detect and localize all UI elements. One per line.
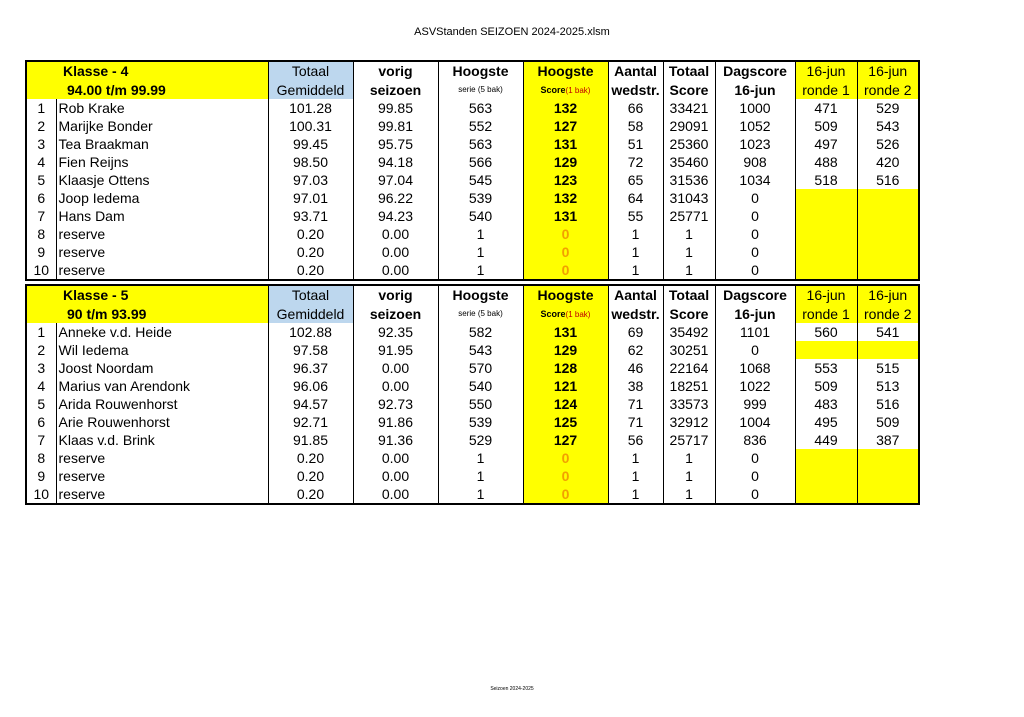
table-row (26, 135, 919, 153)
header-dag-date: 16-jun (715, 80, 795, 99)
vorig-seizoen: 0.00 (353, 467, 438, 485)
dagscore: 1000 (715, 99, 795, 117)
ronde2-score (857, 341, 919, 359)
dagscore: 1022 (715, 377, 795, 395)
hoogste-serie: 570 (438, 359, 523, 377)
totaal-score: 31043 (663, 189, 715, 207)
header-seizoen: seizoen (353, 304, 438, 323)
header-totaal-score: Totaal (663, 61, 715, 80)
vorig-seizoen: 96.22 (353, 189, 438, 207)
table-row (26, 117, 919, 135)
header-score-label: Score (540, 309, 566, 319)
vorig-seizoen: 94.23 (353, 207, 438, 225)
aantal-wedstr: 62 (608, 341, 663, 359)
hoogste-serie: 563 (438, 99, 523, 117)
aantal-wedstr: 38 (608, 377, 663, 395)
header-hoogste-serie: Hoogste (438, 61, 523, 80)
row-rank: 6 (26, 189, 56, 207)
totaal-score: 33573 (663, 395, 715, 413)
row-rank: 10 (26, 261, 56, 280)
header-score: Score (663, 80, 715, 99)
header-score: Score (663, 304, 715, 323)
dagscore: 1034 (715, 171, 795, 189)
player-name: reserve (56, 225, 268, 243)
aantal-wedstr: 71 (608, 413, 663, 431)
table-row (26, 99, 919, 117)
header-totaal: Totaal (268, 285, 353, 304)
klasse-range: 94.00 t/m 99.99 (26, 80, 268, 99)
dagscore: 1052 (715, 117, 795, 135)
row-rank: 7 (26, 207, 56, 225)
header-dag-date: 16-jun (715, 304, 795, 323)
hoogste-serie: 550 (438, 395, 523, 413)
row-rank: 6 (26, 413, 56, 431)
dagscore: 908 (715, 153, 795, 171)
ronde1-score: 488 (795, 153, 857, 171)
totaal-score: 1 (663, 261, 715, 280)
ronde1-score: 509 (795, 117, 857, 135)
dagscore: 0 (715, 243, 795, 261)
header-score-1-bak (523, 80, 608, 99)
totaal-score: 31536 (663, 171, 715, 189)
player-name: Joost Noordam (56, 359, 268, 377)
header-gemiddeld: Gemiddeld (268, 304, 353, 323)
header-vorig: vorig (353, 285, 438, 304)
ronde1-score: 471 (795, 99, 857, 117)
hoogste-score: 129 (523, 153, 608, 171)
ronde1-score: 497 (795, 135, 857, 153)
ronde2-score: 529 (857, 99, 919, 117)
ronde1-score: 518 (795, 171, 857, 189)
totaal-score: 33421 (663, 99, 715, 117)
player-name: Arida Rouwenhorst (56, 395, 268, 413)
totaal-score: 25360 (663, 135, 715, 153)
klasse-range: 90 t/m 93.99 (26, 304, 268, 323)
header-hoogste-score: Hoogste (523, 285, 608, 304)
vorig-seizoen: 0.00 (353, 449, 438, 467)
table-row (26, 341, 919, 359)
dagscore: 0 (715, 261, 795, 280)
ronde2-score (857, 207, 919, 225)
row-rank: 4 (26, 153, 56, 171)
dagscore: 0 (715, 225, 795, 243)
totaal-gemiddeld: 98.50 (268, 153, 353, 171)
ronde1-score: 553 (795, 359, 857, 377)
hoogste-score: 121 (523, 377, 608, 395)
row-rank: 8 (26, 449, 56, 467)
hoogste-serie: 539 (438, 413, 523, 431)
vorig-seizoen: 91.95 (353, 341, 438, 359)
table-row (26, 413, 919, 431)
player-name: Hans Dam (56, 207, 268, 225)
totaal-score: 35492 (663, 323, 715, 341)
ronde2-score (857, 485, 919, 504)
hoogste-score: 0 (523, 261, 608, 280)
hoogste-score: 132 (523, 99, 608, 117)
totaal-gemiddeld: 0.20 (268, 243, 353, 261)
hoogste-score: 128 (523, 359, 608, 377)
table-row (26, 225, 919, 243)
header-score-label: Score (540, 85, 566, 95)
aantal-wedstr: 56 (608, 431, 663, 449)
ronde1-score (795, 467, 857, 485)
table-row (26, 153, 919, 171)
header-totaal: Totaal (268, 61, 353, 80)
aantal-wedstr: 1 (608, 485, 663, 504)
row-rank: 8 (26, 225, 56, 243)
totaal-gemiddeld: 97.01 (268, 189, 353, 207)
header-totaal-score: Totaal (663, 285, 715, 304)
header-wedstr: wedstr. (608, 304, 663, 323)
totaal-gemiddeld: 94.57 (268, 395, 353, 413)
ronde2-score: 543 (857, 117, 919, 135)
totaal-score: 1 (663, 467, 715, 485)
hoogste-score: 0 (523, 467, 608, 485)
row-rank: 10 (26, 485, 56, 504)
totaal-gemiddeld: 0.20 (268, 261, 353, 280)
totaal-gemiddeld: 97.58 (268, 341, 353, 359)
header-aantal: Aantal (608, 61, 663, 80)
ronde2-score: 420 (857, 153, 919, 171)
header-ronde2: ronde 2 (857, 80, 919, 99)
vorig-seizoen: 91.86 (353, 413, 438, 431)
header-ronde2-date: 16-jun (857, 61, 919, 80)
player-name: Wil Iedema (56, 341, 268, 359)
header-hoogste-score: Hoogste (523, 61, 608, 80)
vorig-seizoen: 95.75 (353, 135, 438, 153)
hoogste-score: 125 (523, 413, 608, 431)
totaal-gemiddeld: 0.20 (268, 485, 353, 504)
row-rank: 1 (26, 99, 56, 117)
totaal-score: 18251 (663, 377, 715, 395)
header-aantal: Aantal (608, 285, 663, 304)
header-dagscore: Dagscore (715, 61, 795, 80)
vorig-seizoen: 0.00 (353, 359, 438, 377)
table-row (26, 431, 919, 449)
dagscore: 0 (715, 467, 795, 485)
ronde2-score (857, 467, 919, 485)
row-rank: 9 (26, 467, 56, 485)
table-row (26, 207, 919, 225)
aantal-wedstr: 1 (608, 449, 663, 467)
header-ronde1-date: 16-jun (795, 61, 857, 80)
hoogste-serie: 563 (438, 135, 523, 153)
hoogste-serie: 1 (438, 467, 523, 485)
ronde2-score (857, 261, 919, 280)
ronde1-score (795, 341, 857, 359)
table-row (26, 377, 919, 395)
totaal-score: 25771 (663, 207, 715, 225)
ronde1-score (795, 485, 857, 504)
ronde2-score (857, 225, 919, 243)
ronde2-score: 526 (857, 135, 919, 153)
dagscore: 0 (715, 189, 795, 207)
aantal-wedstr: 51 (608, 135, 663, 153)
hoogste-serie: 539 (438, 189, 523, 207)
dagscore: 0 (715, 485, 795, 504)
klasse-label: Klasse - 5 (26, 285, 268, 304)
player-name: reserve (56, 261, 268, 280)
vorig-seizoen: 0.00 (353, 225, 438, 243)
hoogste-score: 131 (523, 135, 608, 153)
ronde2-score: 516 (857, 171, 919, 189)
totaal-gemiddeld: 0.20 (268, 449, 353, 467)
ronde2-score: 509 (857, 413, 919, 431)
document-title: ASVStanden SEIZOEN 2024-2025.xlsm (414, 26, 610, 38)
header-hoogste-serie: Hoogste (438, 285, 523, 304)
header-gemiddeld: Gemiddeld (268, 80, 353, 99)
aantal-wedstr: 64 (608, 189, 663, 207)
aantal-wedstr: 65 (608, 171, 663, 189)
ronde2-score: 387 (857, 431, 919, 449)
ronde1-score (795, 449, 857, 467)
header-serie-5-bak: serie (5 bak) (438, 304, 523, 323)
table-row (26, 261, 919, 280)
table-row (26, 359, 919, 377)
totaal-score: 25717 (663, 431, 715, 449)
ronde1-score: 495 (795, 413, 857, 431)
hoogste-serie: 1 (438, 261, 523, 280)
hoogste-serie: 529 (438, 431, 523, 449)
hoogste-serie: 566 (438, 153, 523, 171)
totaal-score: 29091 (663, 117, 715, 135)
player-name: Marijke Bonder (56, 117, 268, 135)
aantal-wedstr: 1 (608, 467, 663, 485)
header-1-bak-label: (1 bak) (565, 310, 591, 319)
hoogste-serie: 540 (438, 207, 523, 225)
vorig-seizoen: 92.35 (353, 323, 438, 341)
dagscore: 836 (715, 431, 795, 449)
hoogste-score: 132 (523, 189, 608, 207)
hoogste-score: 124 (523, 395, 608, 413)
ronde1-score (795, 261, 857, 280)
table-row (26, 395, 919, 413)
vorig-seizoen: 97.04 (353, 171, 438, 189)
ronde2-score: 515 (857, 359, 919, 377)
aantal-wedstr: 55 (608, 207, 663, 225)
header-ronde2: ronde 2 (857, 304, 919, 323)
row-rank: 9 (26, 243, 56, 261)
row-rank: 1 (26, 323, 56, 341)
hoogste-serie: 552 (438, 117, 523, 135)
dagscore: 1101 (715, 323, 795, 341)
hoogste-serie: 543 (438, 341, 523, 359)
row-rank: 2 (26, 117, 56, 135)
ronde1-score (795, 189, 857, 207)
page-footer: Seizoen 2024-2025 (490, 686, 534, 692)
ronde2-score (857, 243, 919, 261)
row-rank: 3 (26, 359, 56, 377)
vorig-seizoen: 92.73 (353, 395, 438, 413)
header-1-bak-label: (1 bak) (565, 86, 591, 95)
vorig-seizoen: 99.85 (353, 99, 438, 117)
aantal-wedstr: 1 (608, 243, 663, 261)
hoogste-score: 0 (523, 485, 608, 504)
ronde2-score: 516 (857, 395, 919, 413)
aantal-wedstr: 1 (608, 261, 663, 280)
totaal-gemiddeld: 97.03 (268, 171, 353, 189)
row-rank: 5 (26, 171, 56, 189)
ronde1-score (795, 243, 857, 261)
hoogste-score: 131 (523, 323, 608, 341)
totaal-gemiddeld: 102.88 (268, 323, 353, 341)
row-rank: 4 (26, 377, 56, 395)
aantal-wedstr: 58 (608, 117, 663, 135)
hoogste-score: 131 (523, 207, 608, 225)
hoogste-serie: 1 (438, 485, 523, 504)
player-name: Klaas v.d. Brink (56, 431, 268, 449)
dagscore: 1068 (715, 359, 795, 377)
ronde1-score (795, 207, 857, 225)
hoogste-score: 129 (523, 341, 608, 359)
player-name: Joop Iedema (56, 189, 268, 207)
vorig-seizoen: 0.00 (353, 377, 438, 395)
table-row (26, 323, 919, 341)
vorig-seizoen: 99.81 (353, 117, 438, 135)
vorig-seizoen: 94.18 (353, 153, 438, 171)
ronde1-score: 509 (795, 377, 857, 395)
header-ronde1: ronde 1 (795, 304, 857, 323)
hoogste-serie: 1 (438, 225, 523, 243)
totaal-gemiddeld: 96.06 (268, 377, 353, 395)
vorig-seizoen: 91.36 (353, 431, 438, 449)
ronde1-score: 483 (795, 395, 857, 413)
ronde2-score: 541 (857, 323, 919, 341)
totaal-gemiddeld: 0.20 (268, 467, 353, 485)
header-ronde2-date: 16-jun (857, 285, 919, 304)
ronde1-score (795, 225, 857, 243)
totaal-score: 30251 (663, 341, 715, 359)
totaal-gemiddeld: 100.31 (268, 117, 353, 135)
row-rank: 7 (26, 431, 56, 449)
standings-table (25, 60, 920, 281)
dagscore: 0 (715, 341, 795, 359)
totaal-gemiddeld: 101.28 (268, 99, 353, 117)
standings-table (25, 284, 920, 505)
dagscore: 1004 (715, 413, 795, 431)
header-ronde1-date: 16-jun (795, 285, 857, 304)
dagscore: 0 (715, 449, 795, 467)
totaal-gemiddeld: 0.20 (268, 225, 353, 243)
aantal-wedstr: 66 (608, 99, 663, 117)
header-ronde1: ronde 1 (795, 80, 857, 99)
header-vorig: vorig (353, 61, 438, 80)
row-rank: 5 (26, 395, 56, 413)
dagscore: 0 (715, 207, 795, 225)
totaal-score: 32912 (663, 413, 715, 431)
header-score-1-bak (523, 304, 608, 323)
totaal-gemiddeld: 93.71 (268, 207, 353, 225)
player-name: Tea Braakman (56, 135, 268, 153)
player-name: Arie Rouwenhorst (56, 413, 268, 431)
hoogste-score: 127 (523, 431, 608, 449)
totaal-score: 35460 (663, 153, 715, 171)
table-row (26, 467, 919, 485)
hoogste-serie: 545 (438, 171, 523, 189)
header-serie-5-bak: serie (5 bak) (438, 80, 523, 99)
player-name: reserve (56, 243, 268, 261)
row-rank: 3 (26, 135, 56, 153)
hoogste-score: 0 (523, 449, 608, 467)
header-wedstr: wedstr. (608, 80, 663, 99)
player-name: Marius van Arendonk (56, 377, 268, 395)
klasse-label: Klasse - 4 (26, 61, 268, 80)
aantal-wedstr: 1 (608, 225, 663, 243)
hoogste-score: 0 (523, 225, 608, 243)
ronde1-score: 449 (795, 431, 857, 449)
header-seizoen: seizoen (353, 80, 438, 99)
totaal-gemiddeld: 91.85 (268, 431, 353, 449)
vorig-seizoen: 0.00 (353, 261, 438, 280)
player-name: Rob Krake (56, 99, 268, 117)
hoogste-score: 127 (523, 117, 608, 135)
hoogste-serie: 582 (438, 323, 523, 341)
dagscore: 999 (715, 395, 795, 413)
player-name: Anneke v.d. Heide (56, 323, 268, 341)
table-row (26, 171, 919, 189)
ronde2-score: 513 (857, 377, 919, 395)
table-row (26, 485, 919, 504)
hoogste-serie: 1 (438, 449, 523, 467)
totaal-score: 22164 (663, 359, 715, 377)
aantal-wedstr: 71 (608, 395, 663, 413)
hoogste-score: 0 (523, 243, 608, 261)
hoogste-score: 123 (523, 171, 608, 189)
hoogste-serie: 1 (438, 243, 523, 261)
totaal-gemiddeld: 96.37 (268, 359, 353, 377)
player-name: reserve (56, 485, 268, 504)
vorig-seizoen: 0.00 (353, 485, 438, 504)
totaal-score: 1 (663, 485, 715, 504)
aantal-wedstr: 46 (608, 359, 663, 377)
dagscore: 1023 (715, 135, 795, 153)
header-dagscore: Dagscore (715, 285, 795, 304)
totaal-score: 1 (663, 243, 715, 261)
player-name: Klaasje Ottens (56, 171, 268, 189)
totaal-score: 1 (663, 449, 715, 467)
player-name: reserve (56, 449, 268, 467)
table-row (26, 243, 919, 261)
player-name: reserve (56, 467, 268, 485)
totaal-gemiddeld: 92.71 (268, 413, 353, 431)
player-name: Fien Reijns (56, 153, 268, 171)
table-row (26, 449, 919, 467)
aantal-wedstr: 72 (608, 153, 663, 171)
hoogste-serie: 540 (438, 377, 523, 395)
ronde2-score (857, 189, 919, 207)
vorig-seizoen: 0.00 (353, 243, 438, 261)
totaal-score: 1 (663, 225, 715, 243)
totaal-gemiddeld: 99.45 (268, 135, 353, 153)
aantal-wedstr: 69 (608, 323, 663, 341)
table-row (26, 189, 919, 207)
ronde1-score: 560 (795, 323, 857, 341)
row-rank: 2 (26, 341, 56, 359)
ronde2-score (857, 449, 919, 467)
